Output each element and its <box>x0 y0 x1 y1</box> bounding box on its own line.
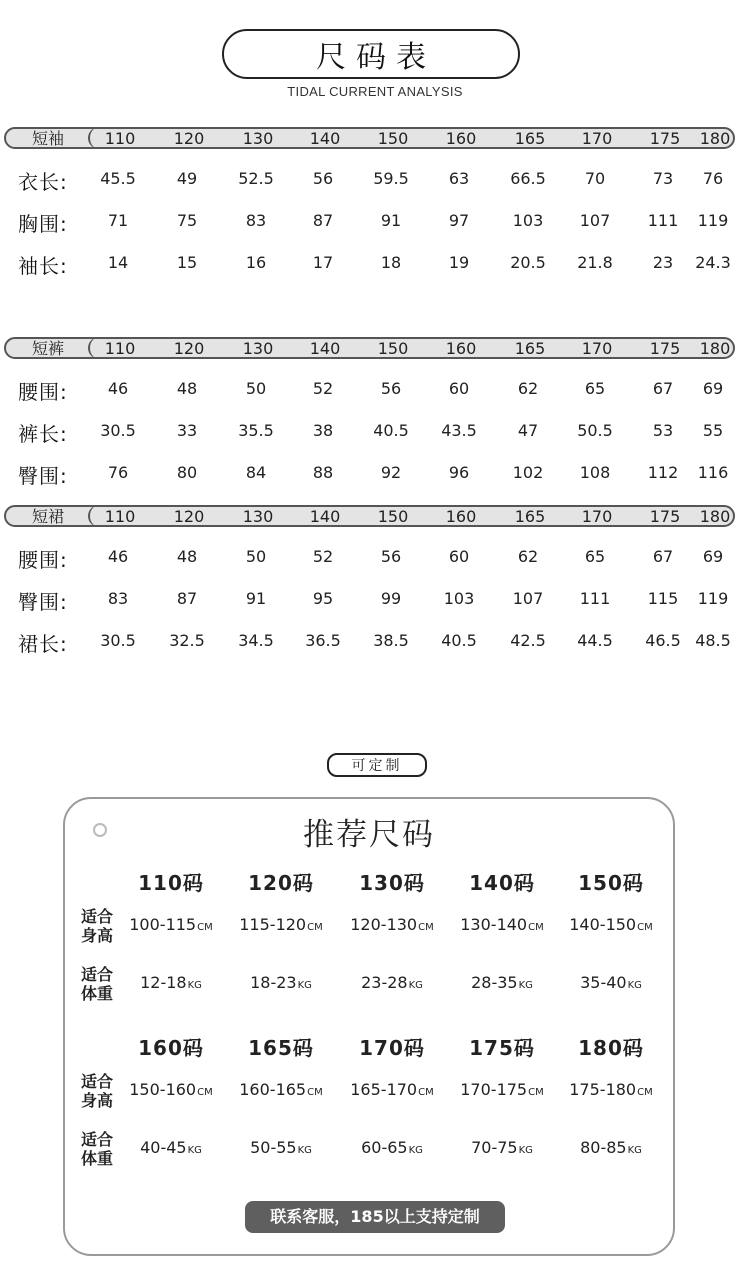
weight-range-number: 35-40 <box>580 973 627 992</box>
measure-value: 60 <box>448 379 470 398</box>
weight-range <box>116 973 226 992</box>
measure-value: 62 <box>517 379 539 398</box>
height-range <box>226 915 336 934</box>
measure-value: 91 <box>245 589 267 608</box>
measure-value: 35.5 <box>238 421 274 440</box>
measure-value: 18 <box>380 253 402 272</box>
height-range-number: 115-120 <box>239 915 307 934</box>
weight-range <box>556 973 666 992</box>
measure-value: 46 <box>107 547 129 566</box>
measure-value: 23 <box>652 253 674 272</box>
weight-range <box>116 1138 226 1157</box>
height-range-unit: CM <box>197 1087 213 1098</box>
measure-value: 16 <box>245 253 267 272</box>
measure-value: 73 <box>652 169 674 188</box>
weight-row-caption: 适合体重 <box>81 965 114 1003</box>
weight-range-number: 28-35 <box>471 973 518 992</box>
size-header-cell: 120 <box>173 129 205 148</box>
measure-value: 75 <box>176 211 198 230</box>
measure-value: 67 <box>652 379 674 398</box>
weight-range-number: 40-45 <box>140 1138 187 1157</box>
measure-value: 34.5 <box>238 631 274 650</box>
size-header-cell: 130 <box>242 129 274 148</box>
measure-value: 20.5 <box>510 253 546 272</box>
height-range-unit: CM <box>418 1087 434 1098</box>
recommend-size-heading: 110码 <box>138 871 204 895</box>
measure-value: 111 <box>647 211 679 230</box>
height-range <box>337 1080 447 1099</box>
measure-value: 48.5 <box>695 631 731 650</box>
table-category-label: 短裙 <box>31 507 64 526</box>
size-header-cell: 130 <box>242 507 274 526</box>
measure-value: 56 <box>380 379 402 398</box>
size-header-cell: 120 <box>173 507 205 526</box>
measure-value: 92 <box>380 463 402 482</box>
measure-label: 腰围: <box>18 548 68 572</box>
weight-row-caption: 适合体重 <box>81 1130 114 1168</box>
measure-value: 19 <box>448 253 470 272</box>
height-range <box>337 915 447 934</box>
measure-label: 胸围: <box>18 212 68 236</box>
weight-range-unit: KG <box>187 1145 202 1156</box>
size-header-cell: 150 <box>377 129 409 148</box>
measure-value: 103 <box>512 211 544 230</box>
weight-range-unit: KG <box>518 1145 533 1156</box>
measure-value: 56 <box>312 169 334 188</box>
weight-range-unit: KG <box>518 980 533 991</box>
measure-value: 30.5 <box>100 631 136 650</box>
weight-range-unit: KG <box>408 980 423 991</box>
weight-range-number: 23-28 <box>361 973 408 992</box>
size-header-cell: 120 <box>173 339 205 358</box>
measure-value: 40.5 <box>441 631 477 650</box>
measure-value: 43.5 <box>441 421 477 440</box>
measure-value: 87 <box>312 211 334 230</box>
measure-value: 55 <box>702 421 724 440</box>
measure-value: 52 <box>312 547 334 566</box>
measure-value: 45.5 <box>100 169 136 188</box>
measure-value: 70 <box>584 169 606 188</box>
size-header-cell: 110 <box>104 339 136 358</box>
customizable-badge: 可定制 <box>327 753 427 777</box>
weight-range-number: 12-18 <box>140 973 187 992</box>
height-range-number: 170-175 <box>460 1080 528 1099</box>
table-header <box>4 337 735 359</box>
measure-value: 65 <box>584 379 606 398</box>
size-header-cell: 110 <box>104 507 136 526</box>
measure-value: 69 <box>702 379 724 398</box>
weight-range-number: 70-75 <box>471 1138 518 1157</box>
measure-value: 21.8 <box>577 253 613 272</box>
measure-value: 115 <box>647 589 679 608</box>
measure-value: 53 <box>652 421 674 440</box>
table-category-label: 短裤 <box>31 339 64 358</box>
measure-value: 36.5 <box>305 631 341 650</box>
height-range-unit: CM <box>637 1087 653 1098</box>
measure-value: 91 <box>380 211 402 230</box>
size-header-cell: 130 <box>242 339 274 358</box>
size-header-cell: 165 <box>514 129 546 148</box>
measure-value: 24.3 <box>695 253 731 272</box>
weight-range-number: 50-55 <box>250 1138 297 1157</box>
measure-label: 衣长: <box>18 170 68 194</box>
table-header <box>4 505 735 527</box>
measure-value: 14 <box>107 253 129 272</box>
height-range <box>447 915 557 934</box>
measure-value: 83 <box>107 589 129 608</box>
measure-value: 96 <box>448 463 470 482</box>
table-header <box>4 127 735 149</box>
height-range <box>116 1080 226 1099</box>
page-subtitle: TIDAL CURRENT ANALYSIS <box>287 84 463 99</box>
height-range <box>556 1080 666 1099</box>
height-range-number: 165-170 <box>350 1080 418 1099</box>
measure-value: 62 <box>517 547 539 566</box>
size-header-cell: 150 <box>377 507 409 526</box>
recommend-size-heading: 140码 <box>469 871 535 895</box>
height-range-number: 120-130 <box>350 915 418 934</box>
size-header-cell: 160 <box>445 339 477 358</box>
measure-value: 48 <box>176 547 198 566</box>
measure-label: 臀围: <box>18 590 68 614</box>
measure-value: 49 <box>176 169 198 188</box>
measure-value: 69 <box>702 547 724 566</box>
weight-range-unit: KG <box>187 980 202 991</box>
weight-range <box>226 1138 336 1157</box>
measure-value: 32.5 <box>169 631 205 650</box>
weight-range-number: 80-85 <box>580 1138 627 1157</box>
measure-value: 15 <box>176 253 198 272</box>
size-header-cell: 165 <box>514 339 546 358</box>
size-header-cell: 165 <box>514 507 546 526</box>
weight-range <box>226 973 336 992</box>
measure-value: 95 <box>312 589 334 608</box>
recommend-size-heading: 165码 <box>248 1036 314 1060</box>
measure-value: 38.5 <box>373 631 409 650</box>
measure-value: 63 <box>448 169 470 188</box>
measure-value: 111 <box>579 589 611 608</box>
measure-value: 42.5 <box>510 631 546 650</box>
measure-value: 56 <box>380 547 402 566</box>
measure-value: 119 <box>697 211 729 230</box>
measure-value: 102 <box>512 463 544 482</box>
measure-value: 40.5 <box>373 421 409 440</box>
height-range-unit: CM <box>418 922 434 933</box>
measure-value: 99 <box>380 589 402 608</box>
measure-value: 76 <box>107 463 129 482</box>
measure-value: 80 <box>176 463 198 482</box>
measure-value: 66.5 <box>510 169 546 188</box>
measure-label: 裤长: <box>18 422 68 446</box>
height-range-unit: CM <box>528 922 544 933</box>
measure-value: 107 <box>579 211 611 230</box>
measure-value: 84 <box>245 463 267 482</box>
height-range-unit: CM <box>197 922 213 933</box>
recommend-title: 推荐尺码 <box>303 817 435 853</box>
measure-value: 107 <box>512 589 544 608</box>
measure-value: 76 <box>702 169 724 188</box>
height-range-number: 100-115 <box>129 915 197 934</box>
measure-value: 103 <box>443 589 475 608</box>
height-range <box>116 915 226 934</box>
measure-label: 腰围: <box>18 380 68 404</box>
size-header-cell: 110 <box>104 129 136 148</box>
measure-value: 119 <box>697 589 729 608</box>
size-header-cell: 140 <box>309 339 341 358</box>
weight-range <box>337 1138 447 1157</box>
height-range-unit: CM <box>307 1087 323 1098</box>
weight-range-unit: KG <box>297 1145 312 1156</box>
measure-value: 59.5 <box>373 169 409 188</box>
size-header-cell: 150 <box>377 339 409 358</box>
height-range-number: 140-150 <box>569 915 637 934</box>
recommend-size-heading: 175码 <box>469 1036 535 1060</box>
size-header-cell: 175 <box>649 339 681 358</box>
measure-value: 60 <box>448 547 470 566</box>
measure-value: 30.5 <box>100 421 136 440</box>
size-header-cell: 170 <box>581 129 613 148</box>
weight-range-number: 60-65 <box>361 1138 408 1157</box>
measure-value: 65 <box>584 547 606 566</box>
height-range-unit: CM <box>637 922 653 933</box>
height-range-unit: CM <box>307 922 323 933</box>
recommend-size-heading: 120码 <box>248 871 314 895</box>
measure-value: 46 <box>107 379 129 398</box>
page-title: 尺码表 <box>222 29 520 79</box>
height-range <box>556 915 666 934</box>
measure-value: 52 <box>312 379 334 398</box>
measure-value: 71 <box>107 211 129 230</box>
measure-value: 47 <box>517 421 539 440</box>
recommend-size-heading: 150码 <box>578 871 644 895</box>
measure-label: 臀围: <box>18 464 68 488</box>
recommend-size-heading: 170码 <box>359 1036 425 1060</box>
size-header-cell: 180 <box>699 339 731 358</box>
size-header-cell: 140 <box>309 507 341 526</box>
weight-range-number: 18-23 <box>250 973 297 992</box>
size-header-cell: 140 <box>309 129 341 148</box>
measure-value: 97 <box>448 211 470 230</box>
height-range-number: 175-180 <box>569 1080 637 1099</box>
recommend-card <box>63 797 675 1256</box>
measure-value: 108 <box>579 463 611 482</box>
size-header-cell: 180 <box>699 129 731 148</box>
size-header-cell: 170 <box>581 507 613 526</box>
measure-value: 17 <box>312 253 334 272</box>
height-range-unit: CM <box>528 1087 544 1098</box>
table-category-label: 短袖 <box>31 129 64 148</box>
height-range <box>226 1080 336 1099</box>
measure-value: 48 <box>176 379 198 398</box>
size-header-cell: 175 <box>649 507 681 526</box>
measure-value: 50 <box>245 547 267 566</box>
weight-range-unit: KG <box>627 980 642 991</box>
measure-value: 38 <box>312 421 334 440</box>
weight-range <box>337 973 447 992</box>
measure-label: 裙长: <box>18 632 68 656</box>
measure-value: 88 <box>312 463 334 482</box>
size-header-cell: 160 <box>445 507 477 526</box>
measure-value: 44.5 <box>577 631 613 650</box>
weight-range <box>447 973 557 992</box>
height-range <box>447 1080 557 1099</box>
size-header-cell: 175 <box>649 129 681 148</box>
custom-note: 联系客服，185以上支持定制 <box>245 1201 505 1233</box>
measure-value: 50 <box>245 379 267 398</box>
size-header-cell: 160 <box>445 129 477 148</box>
measure-value: 67 <box>652 547 674 566</box>
recommend-size-heading: 130码 <box>359 871 425 895</box>
weight-range-unit: KG <box>297 980 312 991</box>
recommend-size-heading: 160码 <box>138 1036 204 1060</box>
height-range-number: 150-160 <box>129 1080 197 1099</box>
measure-value: 46.5 <box>645 631 681 650</box>
height-range-number: 160-165 <box>239 1080 307 1099</box>
measure-value: 112 <box>647 463 679 482</box>
measure-value: 33 <box>176 421 198 440</box>
recommend-size-heading: 180码 <box>578 1036 644 1060</box>
measure-value: 50.5 <box>577 421 613 440</box>
height-range-number: 130-140 <box>460 915 528 934</box>
size-header-cell: 170 <box>581 339 613 358</box>
measure-label: 袖长: <box>18 254 68 278</box>
measure-value: 52.5 <box>238 169 274 188</box>
measure-value: 87 <box>176 589 198 608</box>
weight-range-unit: KG <box>627 1145 642 1156</box>
height-row-caption: 适合身高 <box>81 1072 114 1110</box>
height-row-caption: 适合身高 <box>81 907 114 945</box>
weight-range-unit: KG <box>408 1145 423 1156</box>
measure-value: 83 <box>245 211 267 230</box>
measure-value: 116 <box>697 463 729 482</box>
weight-range <box>556 1138 666 1157</box>
weight-range <box>447 1138 557 1157</box>
size-header-cell: 180 <box>699 507 731 526</box>
